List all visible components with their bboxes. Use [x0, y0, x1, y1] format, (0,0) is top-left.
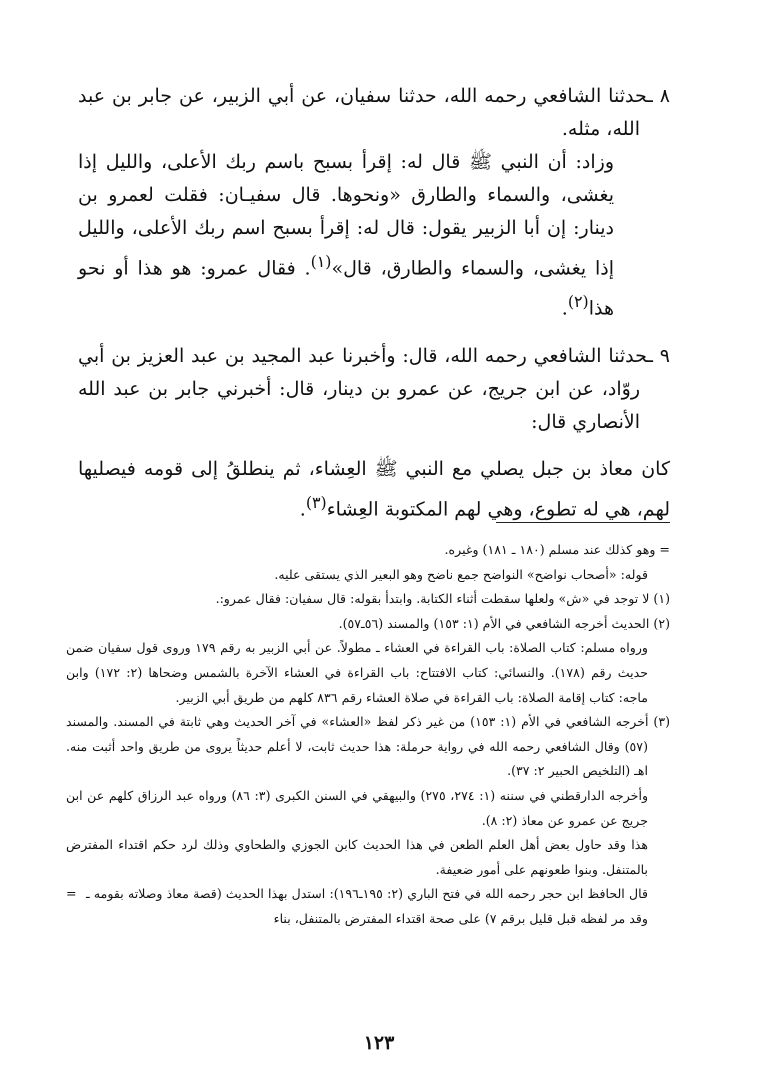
hadith-8 [78, 80, 670, 146]
hadith-8-text: حدثنا الشافعي رحمه الله، حدثنا سفيان، عن أبي الزبير، عن جابر بن عبد الله، مثله. [78, 85, 648, 140]
hadith-8-addition [78, 146, 670, 326]
footnote-3-detail-2: هذا وقد حاول بعض أهل العلم الطعن في هذا الحديث كابن الجوزي والطحاوي وذلك لرد حكم اقتداء المفترض بالمتنفل. وبنوا طعونهم على أمور ضعيفة. [66, 837, 648, 877]
footnote-2-detail: ورواه مسلم: كتاب الصلاة: باب القراءة في العشاء ـ مطولاً. عن أبي الزبير به رقم ١٧٩ وروى قول سفيان ضمن حديث رقم (١٧٨). والنسائي: كتاب الافتتاح: باب القراءة في العشاء الآخرة بالشمس وضحاها (٢: ١٧٢) وابن ماجه: كتاب إقامة الصلاة: باب القراءة في صلاة العشاء رقم ٨٣٦ كلهم من طريق أبي الزبير. [66, 640, 649, 705]
hadith-9-matn [78, 453, 670, 526]
footnote-3: (٣) أخرجه الشافعي في الأم (١: ١٥٣) من غير ذكر لفظ «العشاء» في آخر الحديث وهي ثابتة في المسند. والمسند (٥٧) وقال الشافعي رحمه الله في رواية حرملة: هذا حديث ثابت، لا أعلم حديثاً يروى من طريق واحد أثبت منه. اهـ (التلخيص الحبير ٢: ٣٧). [66, 714, 670, 779]
hadith-9-number: ٩ ـ [647, 344, 670, 367]
hadith-9-matn-end: . [299, 497, 306, 520]
footnote-2: (٢) الحديث أخرجه الشافعي في الأم (١: ١٥٣) والمسند (٥٦ـ٥٧). [338, 615, 670, 631]
continuation-mark: = [66, 886, 77, 902]
footnote-3-detail-1: وأخرجه الدارقطني في سننه (١: ٢٧٤، ٢٧٥) والبيهقي في السنن الكبرى (٣: ٨٦) ورواه عبد الرزاق كلهم عن ابن جريج عن عمرو عن معاذ (٢: ٨). [66, 787, 649, 828]
footnote-ref-1[interactable]: (١) [310, 252, 332, 271]
footnote-1: (١) لا توجد في «ش» ولعلها سقطت أثناء الكتابة. وابتدأ بقوله: قال سفيان: فقال عمرو:. [215, 591, 670, 607]
hadith-8-addition-continuation: . فقال عمرو: هو هذا أو نحو هذا [78, 257, 614, 320]
hadith-8-number: ٨ ـ [647, 85, 670, 107]
hadith-9-matn-text: كان معاذ بن جبل يصلي مع النبي ﷺ العِشاء، ثم ينطلقُ إلى قومه فيصليها لهم، هي له تطوع، وهي لهم المكتوبة العِشاء [78, 457, 670, 520]
footnote-ref-2[interactable]: (٢) [567, 292, 589, 312]
footnote-3-detail-3-text: قال الحافظ ابن حجر رحمه الله في فتح الباري (٢: ١٩٥ـ١٩٦): استدل بهذا الحديث (قصة معاذ وصلاته بقومه ـ وقد مر لفظه قبل قليل برقم ٧) على صحة اقتداء المفترض بالمتنفل، بناء [86, 886, 648, 926]
page-number: ١٢٣ [363, 1032, 395, 1054]
footnote-continuation-1: = وهو كذلك عند مسلم (١٨٠ ـ ١٨١) وغيره. [444, 542, 670, 557]
footnotes [66, 538, 670, 932]
hadith-8-addition-text: وزاد: أن النبي ﷺ قال له: إقرأ بسبح باسم ربك الأعلى، والليل إذا يغشى، والسماء والطارق «ونحوها. قال سفيـان: فقلت لعمرو بن دينار: إن أبا الزبير يقول: قال له: إقرأ بسبح اسم ربك الأعلى، والليل إذا يغشى، والسماء والطارق، قال» [78, 151, 614, 280]
footnote-ref-3[interactable]: (٣) [305, 492, 327, 512]
footnote-continuation-2: قوله: «أصحاب نواضح» النواضح جمع ناضح وهو البعير الذي يستقى عليه. [274, 566, 648, 582]
footnote-divider [496, 522, 670, 523]
main-text [78, 80, 670, 526]
hadith-9 [78, 340, 670, 439]
hadith-8-addition-end: . [561, 297, 568, 320]
footnote-3-detail-3 [66, 882, 670, 931]
hadith-9-text: حدثنا الشافعي رحمه الله، قال: وأخبرنا عبد المجيد بن عبد العزيز بن أبي روّاد، عن ابن جريج، عن عمرو بن دينار، قال: أخبرني جابر بن عبد الله الأنصاري قال: [78, 344, 648, 433]
